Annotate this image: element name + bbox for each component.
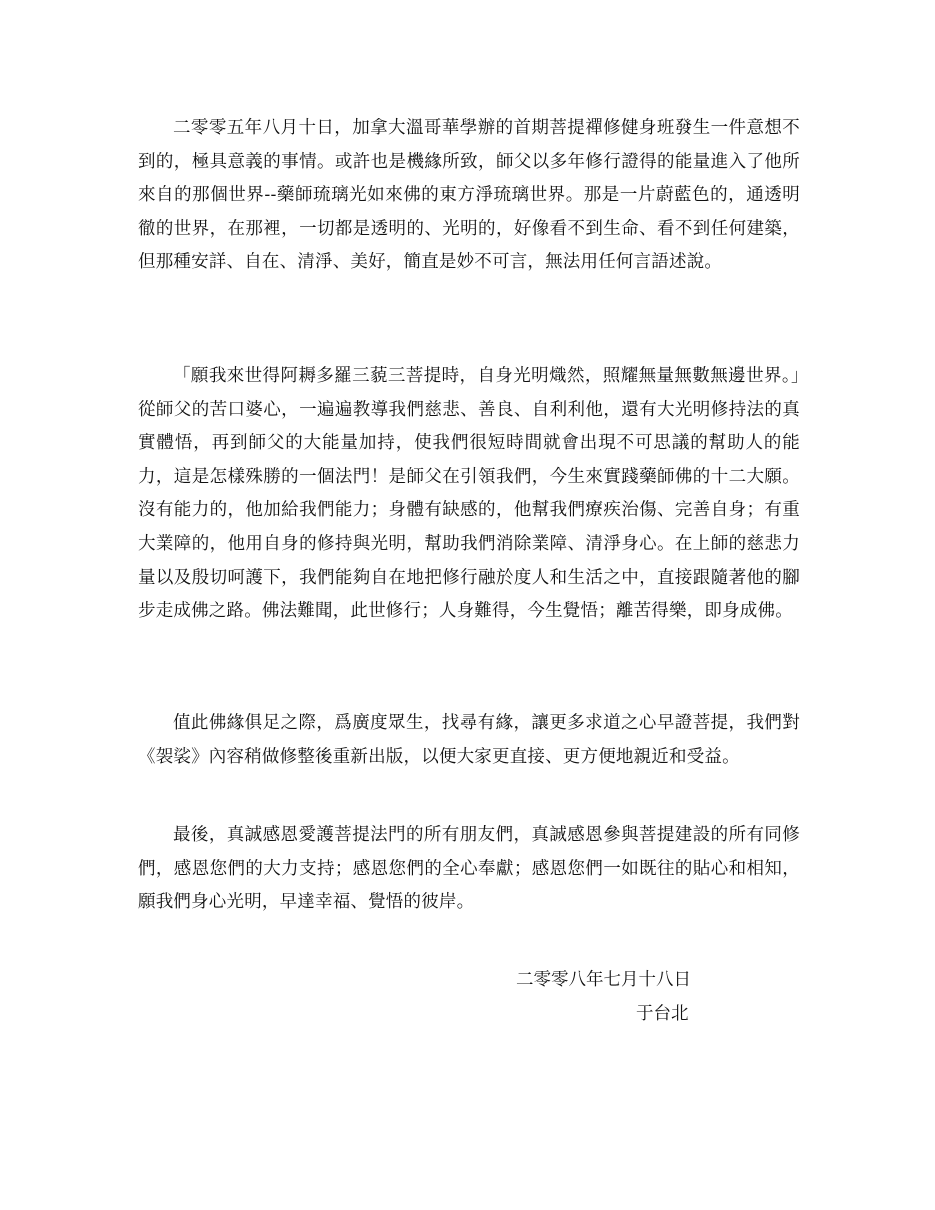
paragraph-2: 「願我來世得阿耨多羅三藐三菩提時，自身光明熾然，照耀無量無數無邊世界。」從師父的苦口婆心，一遍遍教導我們慈悲、善良、自利利他，還有大光明修持法的真實體悟，再到師父的大能量加持，使我們很短時間就會出現不可思議的幫助人的能力，這是怎樣殊勝的一個法門！是師父在引領我們，今生來實踐藥師佛的十二大願。沒有能力的，他加給我們能力；身體有缺感的，他幫我們療疾治傷、完善自身；有重大業障的，他用自身的修持與光明，幫助我們消除業障、清淨身心。在上師的慈悲力量以及殷切呵護下，我們能夠自在地把修行融於度人和生活之中，直接跟隨著他的腳步走成佛之路。佛法難聞，此世修行；人身難得，今生覺悟；離苦得樂，即身成佛。 <box>138 366 800 622</box>
paragraph-4: 最後，真誠感恩愛護菩提法門的所有朋友們，真誠感恩參與菩提建設的所有同修們，感恩您們的大力支持；感恩您們的全心奉獻；感恩您們一如既往的貼心和相知，願我們身心光明，早達幸福、覺悟的彼岸。 <box>138 825 800 913</box>
paragraph-1: 二零零五年八月十日，加拿大溫哥華學辦的首期菩提禪修健身班發生一件意想不到的，極具意義的事情。或許也是機緣所致，師父以多年修行證得的能量進入了他所來自的那個世界--藥師琉璃光如來佛的東方淨琉璃世界。那是一片蔚藍色的，通透明徹的世界，在那裡，一切都是透明的、光明的，好像看不到生命、看不到任何建築，但那種安詳、自在、清淨、美好，簡直是妙不可言，無法用任何言語述說。 <box>138 118 800 273</box>
signature-date: 二零零八年七月十八日 <box>516 970 691 990</box>
paragraph-3: 值此佛緣俱足之際，爲廣度眾生，找尋有緣，讓更多求道之心早證菩提，我們對《袈裟》內容稍做修整後重新出版，以便大家更直接、更方便地親近和受益。 <box>138 713 800 767</box>
signature-place: 于台北 <box>636 1004 689 1024</box>
